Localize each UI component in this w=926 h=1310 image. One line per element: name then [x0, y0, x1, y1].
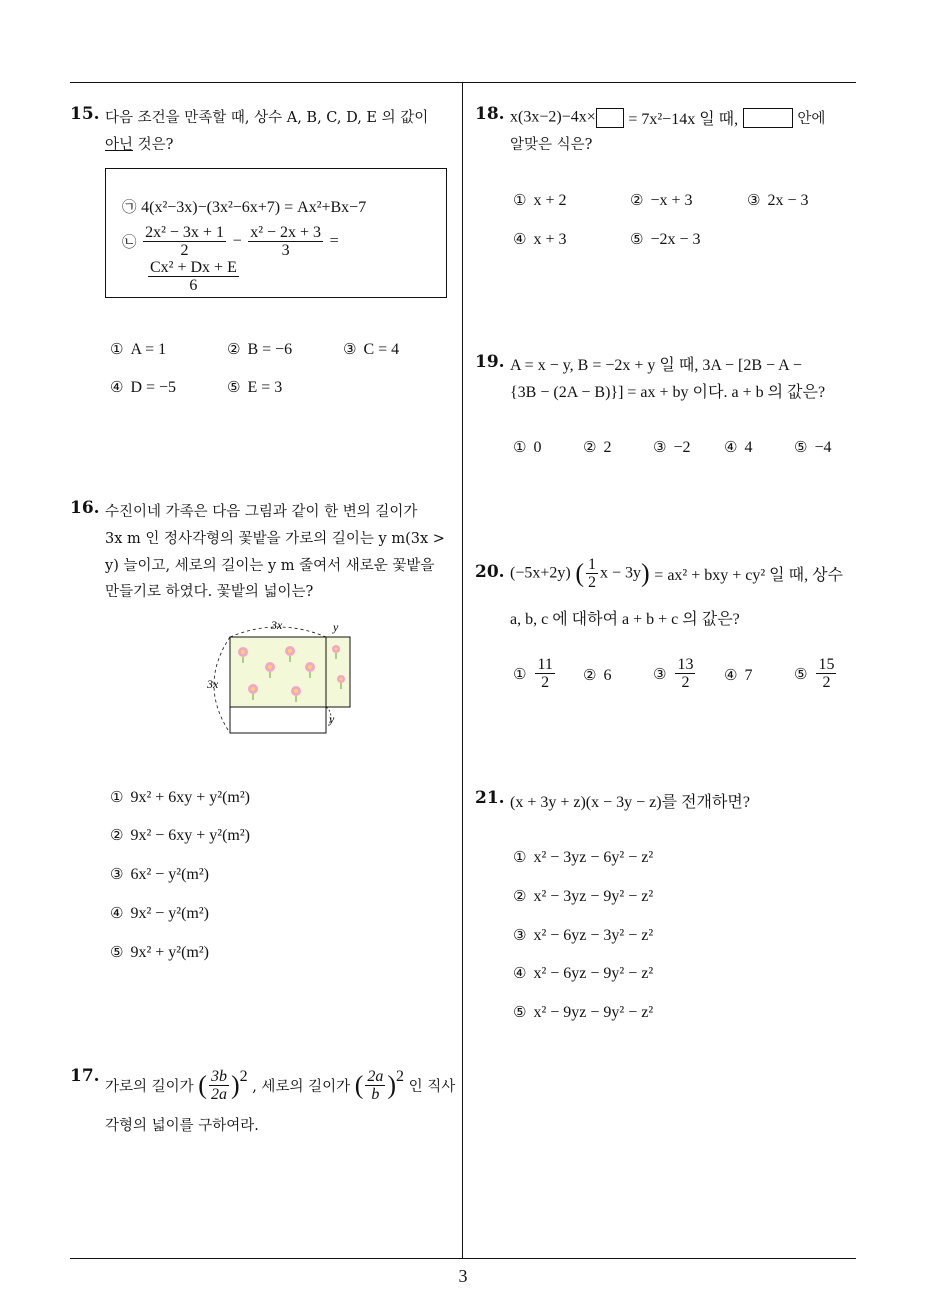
choice-text: 6	[603, 667, 612, 684]
q20-paren-open: (	[575, 558, 584, 588]
choice-text: E = 3	[247, 379, 283, 396]
q15-frac1-num: 2x² − 3x + 1	[145, 224, 224, 241]
q20-choice-5[interactable]	[794, 656, 838, 691]
choice-text: 6x² − y²(m²)	[130, 866, 209, 883]
q18-text-line2: 알맞은 식은?	[510, 137, 593, 153]
q15-cond1-mark: ㉠	[122, 200, 137, 216]
q15-cond1-expr: 4(x²−3x)−(3x²−6x+7) = Ax²+Bx−7	[141, 199, 367, 216]
page-number: 3	[458, 1266, 468, 1286]
q18-choice-3[interactable]	[747, 191, 808, 210]
choice-mark: ④	[110, 904, 124, 922]
choice-text: 7	[744, 667, 753, 684]
choice-frac	[675, 656, 695, 691]
q15-frac3-num: Cx² + Dx + E	[150, 259, 237, 276]
q16-choice-1[interactable]	[110, 788, 250, 807]
q20-number: 20.	[475, 562, 505, 582]
choice-text: x + 3	[533, 231, 567, 248]
q15-text-line2	[105, 133, 173, 154]
q16-fig-bottom-y: y	[329, 712, 335, 726]
choice-mark: ①	[110, 788, 124, 806]
q21-text-line1: (x + 3y + z)(x − 3y − z)를 전개하면?	[510, 794, 750, 811]
q20-text-line2: a, b, c 에 대하여 a + b + c 의 값은?	[510, 611, 740, 628]
q15-number: 15.	[70, 104, 100, 124]
q15-underlined-word: 아닌	[105, 137, 134, 153]
choice-text: B = −6	[247, 341, 293, 358]
choice-frac-den: 2	[822, 674, 831, 691]
choice-text: 9x² − 6xy + y²(m²)	[130, 827, 250, 844]
q19-number: 19.	[475, 352, 505, 372]
q16-fig-top-y: y	[333, 620, 339, 634]
q20-text-b: x − 3y	[599, 564, 642, 582]
q15-cond2	[122, 224, 339, 259]
q15-condition-box	[105, 168, 447, 298]
q19-choice-3[interactable]	[653, 438, 690, 457]
choice-mark: ①	[513, 191, 527, 209]
q17-text-line1	[105, 1068, 455, 1103]
q15-frac3-den: 6	[189, 277, 198, 294]
choice-mark: ③	[513, 926, 527, 944]
q16-text-line1: 수진이네 가족은 다음 그림과 같이 한 변의 길이가	[105, 504, 418, 520]
q19-choice-4[interactable]	[724, 438, 752, 457]
q17-paren-close: )	[230, 1070, 240, 1100]
q20-text-a: (−5x+2y)	[510, 564, 571, 582]
q19-text-line1: A = x − y, B = −2x + y 일 때, 3A − [2B − A −	[510, 357, 802, 374]
q17-frac2	[365, 1068, 385, 1103]
choice-mark: ①	[513, 664, 527, 683]
q17-exp2: 2	[396, 1068, 405, 1085]
q20-choice-1[interactable]	[513, 656, 557, 691]
choice-mark: ③	[343, 340, 357, 358]
choice-text: 9x² + y²(m²)	[130, 944, 209, 961]
q18-blank-box-2	[743, 108, 793, 128]
q15-text-tail: 것은?	[133, 137, 174, 153]
choice-text: 2	[603, 439, 612, 456]
q15-choice-3[interactable]	[343, 340, 399, 359]
q21-choice-4[interactable]	[513, 964, 653, 983]
q18-choice-2[interactable]	[630, 191, 693, 210]
choice-mark: ④	[724, 438, 738, 456]
q18-text-line1	[510, 106, 825, 129]
q16-choice-2[interactable]	[110, 826, 250, 845]
q15-text-line1: 다음 조건을 만족할 때, 상수 A, B, C, D, E 의 값이	[105, 110, 429, 126]
q21-choice-3[interactable]	[513, 926, 653, 945]
q20-text-line1	[510, 556, 843, 591]
choice-text: x² − 3yz − 9y² − z²	[533, 888, 654, 905]
choice-mark: ⑤	[794, 438, 808, 456]
q20-frac	[586, 556, 598, 591]
choice-text: x² − 9yz − 9y² − z²	[533, 1004, 654, 1021]
q18-choice-5[interactable]	[630, 230, 701, 249]
choice-frac-num: 11	[537, 656, 553, 673]
choice-text: D = −5	[130, 379, 177, 396]
column-divider	[462, 82, 463, 1259]
q20-frac-num: 1	[587, 556, 596, 573]
q21-choice-2[interactable]	[513, 887, 653, 906]
q15-cond2-frac1	[143, 224, 226, 259]
choice-text: A = 1	[130, 341, 167, 358]
q16-number: 16.	[70, 498, 100, 518]
q16-garden-figure	[200, 615, 360, 740]
choice-mark: ①	[513, 438, 527, 456]
q15-choice-1[interactable]	[110, 340, 166, 359]
q18-blank-box	[596, 108, 624, 128]
choice-mark: ③	[653, 664, 667, 683]
q20-choice-3[interactable]	[653, 656, 697, 691]
q19-text-line2: {3B − (2A − B)}] = ax + by 이다. a + b 의 값은?	[510, 384, 826, 401]
q15-cond2-minus: −	[232, 232, 242, 250]
choice-mark: ⑤	[110, 943, 124, 961]
q15-cond2-frac2	[248, 224, 323, 259]
q18-text-b: = 7x²−14x 일 때,	[628, 111, 739, 128]
q15-frac2-num: x² − 2x + 3	[250, 224, 322, 241]
q15-choice-4[interactable]	[110, 378, 176, 397]
q17-frac1	[209, 1068, 229, 1103]
choice-frac	[816, 656, 836, 691]
choice-text: x² − 6yz − 9y² − z²	[533, 965, 654, 982]
choice-mark: ②	[630, 191, 644, 209]
choice-text: 0	[533, 439, 542, 456]
q16-text-line2: 3x m 인 정사각형의 꽃밭을 가로의 길이는 y m(3x >	[105, 531, 445, 547]
q16-text-line3: y) 늘이고, 세로의 길이는 y m 줄여서 새로운 꽃밭을	[105, 558, 435, 574]
q21-choice-5[interactable]	[513, 1003, 653, 1022]
q16-text-line4: 만들기로 하였다. 꽃밭의 넓이는?	[105, 584, 314, 600]
choice-text: −4	[814, 439, 832, 456]
choice-text: −x + 3	[650, 192, 693, 209]
q17-text-line2: 각형의 넓이를 구하여라.	[105, 1118, 259, 1134]
q20-choice-2[interactable]	[583, 666, 611, 685]
q16-fig-left-label: 3x	[207, 677, 219, 691]
choice-mark: ②	[227, 340, 241, 358]
choice-mark: ④	[513, 964, 527, 982]
choice-text: x² − 3yz − 6y² − z²	[533, 849, 654, 866]
choice-mark: ⑤	[227, 378, 241, 396]
q16-fig-top-label: 3x	[271, 618, 283, 632]
q15-cond2-eq: =	[329, 232, 339, 250]
choice-frac-num: 13	[677, 656, 694, 673]
choice-mark: ①	[110, 340, 124, 358]
choice-text: 4	[744, 439, 753, 456]
choice-text: 2x − 3	[767, 192, 809, 209]
choice-mark: ②	[110, 826, 124, 844]
q19-choice-2[interactable]	[583, 438, 611, 457]
choice-text: −2x − 3	[650, 231, 701, 248]
bottom-rule	[70, 1258, 856, 1259]
choice-text: 9x² + 6xy + y²(m²)	[130, 789, 250, 806]
choice-text: x² − 6yz − 3y² − z²	[533, 927, 654, 944]
q20-paren-close: )	[641, 558, 650, 588]
q15-cond1	[122, 196, 366, 217]
choice-frac-den: 2	[681, 674, 690, 691]
q17-paren-open-2: (	[354, 1070, 364, 1100]
q16-choice-5[interactable]	[110, 943, 209, 962]
choice-text: C = 4	[363, 341, 400, 358]
q21-number: 21.	[475, 788, 505, 808]
choice-mark: ⑤	[794, 664, 808, 683]
q16-choice-4[interactable]	[110, 904, 209, 923]
choice-text: x + 2	[533, 192, 567, 209]
choice-mark: ②	[513, 887, 527, 905]
q18-text-a: x(3x−2)−4x×	[510, 108, 596, 126]
q20-text-c: = ax² + bxy + cy² 일 때, 상수	[654, 567, 843, 584]
choice-mark: ④	[724, 666, 738, 684]
q19-choice-5[interactable]	[794, 438, 831, 457]
q17-number: 17.	[70, 1066, 100, 1086]
q18-choice-1[interactable]	[513, 191, 566, 210]
choice-mark: ③	[110, 865, 124, 883]
q18-choice-4[interactable]	[513, 230, 566, 249]
q17-text-c: 인 직사	[408, 1079, 456, 1095]
choice-mark: ④	[110, 378, 124, 396]
choice-frac-den: 2	[541, 674, 550, 691]
choice-mark: ⑤	[630, 230, 644, 248]
q15-cond2-mark: ㉡	[122, 235, 137, 251]
choice-mark: ②	[583, 666, 597, 684]
q15-cond2-rhs	[146, 259, 241, 294]
q17-text-a: 가로의 길이가	[105, 1079, 194, 1095]
q17-paren-close-2: )	[387, 1070, 397, 1100]
q18-text-c: 안에	[797, 111, 826, 127]
q15-choice-2[interactable]	[227, 340, 292, 359]
q16-choice-3[interactable]	[110, 865, 209, 884]
q15-cond2-frac3	[148, 259, 239, 294]
choice-text: −2	[673, 439, 691, 456]
q15-frac1-den: 2	[180, 242, 189, 259]
q21-choice-1[interactable]	[513, 848, 653, 867]
q19-choice-1[interactable]	[513, 438, 541, 457]
choice-text: 9x² − y²(m²)	[130, 905, 209, 922]
q17-text-b: , 세로의 길이가	[252, 1079, 351, 1095]
choice-mark: ②	[583, 438, 597, 456]
choice-frac-num: 15	[818, 656, 835, 673]
q20-choice-4[interactable]	[724, 666, 752, 685]
q17-paren-open: (	[198, 1070, 207, 1100]
q17-frac2-num: 2a	[367, 1068, 384, 1085]
choice-mark: ⑤	[513, 1003, 527, 1021]
choice-frac	[535, 656, 554, 691]
choice-mark: ③	[747, 191, 761, 209]
top-rule	[70, 82, 856, 83]
q15-frac2-den: 3	[281, 242, 290, 259]
choice-mark: ④	[513, 230, 527, 248]
choice-mark: ①	[513, 848, 527, 866]
q17-frac1-num: 3b	[210, 1068, 227, 1085]
choice-mark: ③	[653, 438, 667, 456]
q15-choice-5[interactable]	[227, 378, 282, 397]
q17-frac1-den: 2a	[210, 1086, 227, 1103]
q17-frac2-den: b	[371, 1086, 380, 1103]
q17-exp1: 2	[239, 1068, 248, 1085]
q20-frac-den: 2	[587, 574, 596, 591]
q18-number: 18.	[475, 104, 505, 124]
